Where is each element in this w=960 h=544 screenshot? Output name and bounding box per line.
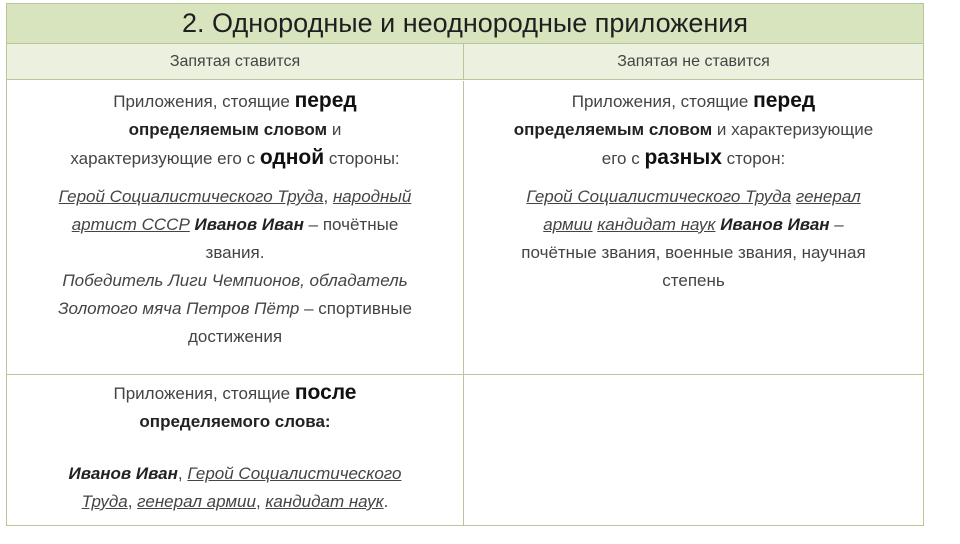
rule-text: Приложения, стоящие bbox=[571, 92, 754, 111]
rule-text: стороны: bbox=[324, 149, 400, 168]
rule-keyword: перед bbox=[753, 89, 816, 112]
rule-line-2 bbox=[7, 408, 463, 436]
example-comment: почётные звания, военные звания, научная bbox=[521, 243, 866, 262]
rule-text: Приложения, стоящие bbox=[113, 384, 295, 403]
column-header-comma-placed: Запятая ставится bbox=[7, 44, 464, 80]
rule-text: и bbox=[327, 120, 342, 139]
rule-line-2 bbox=[7, 116, 463, 144]
example-punct: . bbox=[383, 492, 389, 511]
example-line-2 bbox=[7, 488, 463, 516]
example-line-5 bbox=[7, 295, 463, 323]
cell-empty bbox=[464, 375, 923, 525]
rules-table bbox=[6, 3, 924, 526]
example-line-3 bbox=[464, 239, 923, 267]
example-noun: Иванов Иван bbox=[68, 464, 178, 483]
rule-text: и характеризующие bbox=[712, 120, 874, 139]
example-appositive: кандидат наук bbox=[265, 492, 384, 511]
example-line-2 bbox=[7, 211, 463, 239]
example-appositive: Герой Социалистического bbox=[187, 464, 402, 483]
rule-line-2 bbox=[464, 116, 923, 144]
example-punct: , bbox=[177, 464, 188, 483]
example-appositive: Герой Социалистического Труда bbox=[526, 187, 792, 206]
rule-keyword: после bbox=[294, 381, 357, 404]
example-line-1 bbox=[7, 460, 463, 488]
example-line-2 bbox=[464, 211, 923, 239]
rule-punct: : bbox=[324, 412, 331, 431]
example-comment: звания. bbox=[205, 243, 265, 262]
rule-text: его с bbox=[601, 149, 645, 168]
example-appositive: Герой Социалистического Труда bbox=[58, 187, 324, 206]
rule-keyword: одной bbox=[259, 146, 325, 169]
example-punct: , bbox=[127, 492, 138, 511]
rule-text: Приложения, стоящие bbox=[113, 92, 295, 111]
cell-comma-placed-after bbox=[7, 375, 464, 525]
rule-line-1 bbox=[464, 87, 923, 116]
example-line-4 bbox=[7, 267, 463, 295]
example-noun: Иванов Иван bbox=[194, 215, 304, 234]
example-appositive: народный bbox=[332, 187, 412, 206]
example-noun: Иванов Иван bbox=[720, 215, 830, 234]
rule-emphasis: определяемым словом bbox=[128, 120, 328, 139]
cell-comma-not-placed-before bbox=[464, 81, 923, 375]
example-comment: – bbox=[829, 215, 844, 234]
rule-emphasis: определяемого слова bbox=[139, 412, 325, 431]
example-appositive: Труда bbox=[81, 492, 128, 511]
example-punct: , bbox=[255, 492, 266, 511]
example-comment: достижения bbox=[187, 327, 283, 346]
example-appositive: армии bbox=[543, 215, 593, 234]
example-line-1 bbox=[464, 183, 923, 211]
example-appositive: кандидат наук bbox=[597, 215, 716, 234]
rule-keyword: разных bbox=[644, 146, 722, 169]
rule-emphasis: определяемым словом bbox=[513, 120, 713, 139]
rule-keyword: перед bbox=[294, 89, 357, 112]
example-line-1 bbox=[7, 183, 463, 211]
example-line-6 bbox=[7, 323, 463, 351]
cell-comma-placed-before bbox=[7, 81, 464, 375]
example-comment: степень bbox=[662, 271, 725, 290]
example-line-4 bbox=[464, 267, 923, 295]
rule-text: сторон: bbox=[721, 149, 786, 168]
example-appositive: Золотого мяча Петров Пётр bbox=[58, 299, 300, 318]
example-appositive: генерал bbox=[795, 187, 861, 206]
example-appositive: артист СССР bbox=[71, 215, 190, 234]
example-line-3 bbox=[7, 239, 463, 267]
example-comment: – спортивные bbox=[299, 299, 412, 318]
table-title: 2. Однородные и неоднородные приложения bbox=[7, 4, 923, 44]
rule-text: характеризующие его с bbox=[70, 149, 260, 168]
rule-line-1 bbox=[7, 87, 463, 116]
rule-line-3 bbox=[464, 144, 923, 173]
column-header-comma-not-placed: Запятая не ставится bbox=[464, 44, 923, 80]
example-appositive: генерал армии bbox=[137, 492, 256, 511]
example-punct: , bbox=[323, 187, 333, 206]
example-comment: – почётные bbox=[303, 215, 399, 234]
rule-line-3 bbox=[7, 144, 463, 173]
rule-line-1 bbox=[7, 379, 463, 408]
example-appositive: Победитель Лиги Чемпионов, обладатель bbox=[62, 271, 408, 290]
